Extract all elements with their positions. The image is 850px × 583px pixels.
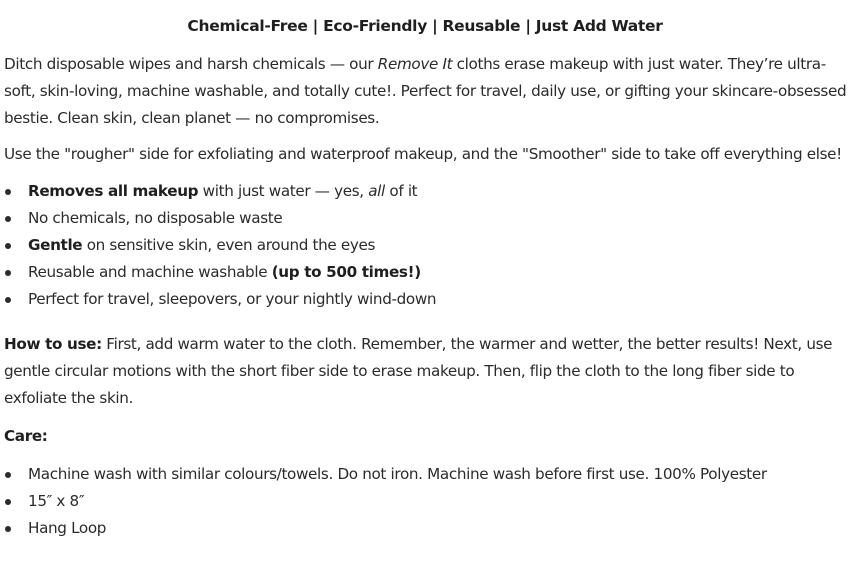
care-label: Care: (4, 427, 48, 445)
intro-text-1: Ditch disposable wipes and harsh chemicals — our (4, 55, 378, 73)
list-item (0, 286, 850, 313)
care-item: Hang Loop (28, 519, 107, 537)
bullet-icon (5, 216, 11, 222)
bullet-icon (5, 189, 11, 195)
how-to-text: First, add warm water to the cloth. Remember, the warmer and wetter, the better results! Next, use gentle circular motions with the short fiber side to erase makeup. Then, flip the cloth to the long fiber side to exfoliate the skin. (4, 335, 833, 407)
how-to-label: How to use: (4, 335, 102, 353)
product-name: Remove It (377, 55, 453, 73)
feature-text: with just water — yes, (198, 182, 369, 200)
how-to-paragraph (0, 331, 850, 412)
feature-text: of it (384, 182, 418, 200)
feature-text: No chemicals, no disposable waste (28, 209, 283, 227)
care-item: Machine wash with similar colours/towels. Do not iron. Machine wash before first use. 100% Polyester (28, 465, 767, 483)
list-item (0, 515, 850, 542)
bullet-icon (5, 499, 11, 505)
bullet-icon (5, 270, 11, 276)
list-item (0, 232, 850, 259)
list-item (0, 488, 850, 515)
bullet-icon (5, 526, 11, 532)
feature-text: Reusable and machine washable (28, 263, 272, 281)
list-item (0, 461, 850, 488)
features-list (0, 178, 850, 313)
feature-bold: Gentle (28, 236, 83, 254)
headline: Chemical-Free | Eco-Friendly | Reusable | Just Add Water (187, 17, 663, 35)
feature-text: Perfect for travel, sleepovers, or your nightly wind-down (28, 290, 437, 308)
care-heading (0, 423, 850, 450)
care-list (0, 461, 850, 542)
bullet-icon (5, 243, 11, 249)
intro-paragraph (0, 51, 850, 132)
feature-italic: all (368, 182, 385, 200)
care-item: 15″ x 8″ (28, 492, 85, 510)
list-item (0, 259, 850, 286)
product-description (0, 13, 850, 583)
list-item (0, 205, 850, 232)
bullet-icon (5, 472, 11, 478)
list-item (0, 178, 850, 205)
intro-text-2: cloths erase makeup with just water. They’re ultra-soft, skin-loving, machine washable, and totally cute!. Perfect for travel, daily use, or gifting your skincare-obsessed bestie. Clean skin, clean planet — no compromises. (4, 55, 847, 127)
feature-bold: (up to 500 times!) (271, 263, 421, 281)
sides-paragraph: Use the "rougher" side for exfoliating and waterproof makeup, and the "Smoother" side to take off everything else! (4, 145, 842, 163)
feature-text: on sensitive skin, even around the eyes (82, 236, 376, 254)
feature-bold: Removes all makeup (28, 182, 199, 200)
bullet-icon (5, 297, 11, 303)
